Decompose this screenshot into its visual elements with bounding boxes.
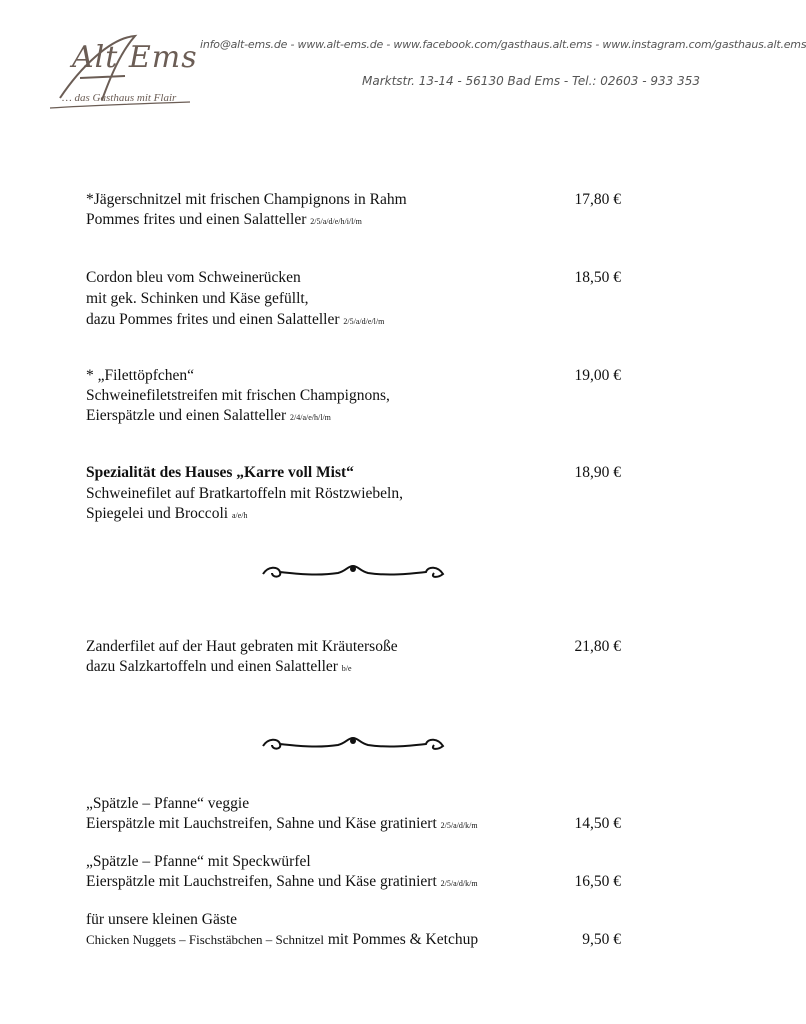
dish-6-allergens: 2/5/a/d/k/m xyxy=(440,821,478,830)
dish-5-price: 21,80 € xyxy=(574,638,621,655)
dish-1-price: 17,80 € xyxy=(574,191,621,208)
dish-3-description-2: Eierspätzle und einen Salatteller 2/4/a/e/h/l/m xyxy=(86,407,331,424)
dish-7-price: 16,50 € xyxy=(574,873,621,890)
dish-2-title: Cordon bleu vom Schweinerücken xyxy=(86,269,301,286)
dish-4-price: 18,90 € xyxy=(574,464,621,481)
dish-2-allergens: 2/5/a/d/e/l/m xyxy=(343,317,385,326)
dish-5-description: dazu Salzkartoffeln und einen Salatteller b/e xyxy=(86,658,352,675)
dish-7-description: Eierspätzle mit Lauchstreifen, Sahne und Käse gratiniert 2/5/a/d/k/m xyxy=(86,873,478,890)
dish-2-price: 18,50 € xyxy=(574,269,621,286)
dish-3-allergens: 2/4/a/e/h/l/m xyxy=(290,413,331,422)
logo-text: Alt Ems xyxy=(72,40,198,75)
dish-5-allergens: b/e xyxy=(341,664,352,673)
kids-description: Chicken Nuggets – Fischstäbchen – Schnitzel mit Pommes & Ketchup xyxy=(86,931,479,948)
logo-slogan: … das Gasthaus mit Flair xyxy=(62,92,177,104)
dish-1-allergens: 2/5/a/d/e/h/i/l/m xyxy=(310,217,362,226)
kids-price: 9,50 € xyxy=(582,931,621,948)
dish-1-title: *Jägerschnitzel mit frischen Champignons in Rahm xyxy=(86,191,407,208)
dish-4-allergens: a/e/h xyxy=(231,511,248,520)
ornament-divider-1 xyxy=(258,562,448,582)
dish-2-description-1: mit gek. Schinken und Käse gefüllt, xyxy=(86,290,309,307)
dish-7-allergens: 2/5/a/d/k/m xyxy=(440,879,478,888)
dish-6-title: „Spätzle – Pfanne“ veggie xyxy=(86,795,250,812)
ornament-divider-2 xyxy=(258,734,448,754)
dish-2-description-2: dazu Pommes frites und einen Salatteller 2/5/a/d/e/l/m xyxy=(86,311,385,328)
dish-4-description-2: Spiegelei und Broccoli a/e/h xyxy=(86,505,248,522)
kids-title: für unsere kleinen Gäste xyxy=(86,911,238,928)
dish-7-title: „Spätzle – Pfanne“ mit Speckwürfel xyxy=(86,853,311,870)
dish-3-price: 19,00 € xyxy=(574,367,621,384)
dish-6-description: Eierspätzle mit Lauchstreifen, Sahne und Käse gratiniert 2/5/a/d/k/m xyxy=(86,815,478,832)
dish-4-description-1: Schweinefilet auf Bratkartoffeln mit Röstzwiebeln, xyxy=(86,485,403,502)
address-line: Marktstr. 13-14 - 56130 Bad Ems - Tel.: 02603 - 933 353 xyxy=(362,74,701,88)
dish-1-description: Pommes frites und einen Salatteller 2/5/a/d/e/h/i/l/m xyxy=(86,211,362,228)
contact-line: info@alt-ems.de - www.alt-ems.de - www.facebook.com/gasthaus.alt.ems - www.instagram.com/gasthaus.alt.ems xyxy=(200,38,806,51)
dish-5-title: Zanderfilet auf der Haut gebraten mit Kräutersoße xyxy=(86,638,398,655)
dish-4-title: Spezialität des Hauses „Karre voll Mist“ xyxy=(86,464,354,481)
dish-3-title: * „Filettöpfchen“ xyxy=(86,367,195,384)
dish-6-price: 14,50 € xyxy=(574,815,621,832)
dish-3-description-1: Schweinefiletstreifen mit frischen Champignons, xyxy=(86,387,390,404)
